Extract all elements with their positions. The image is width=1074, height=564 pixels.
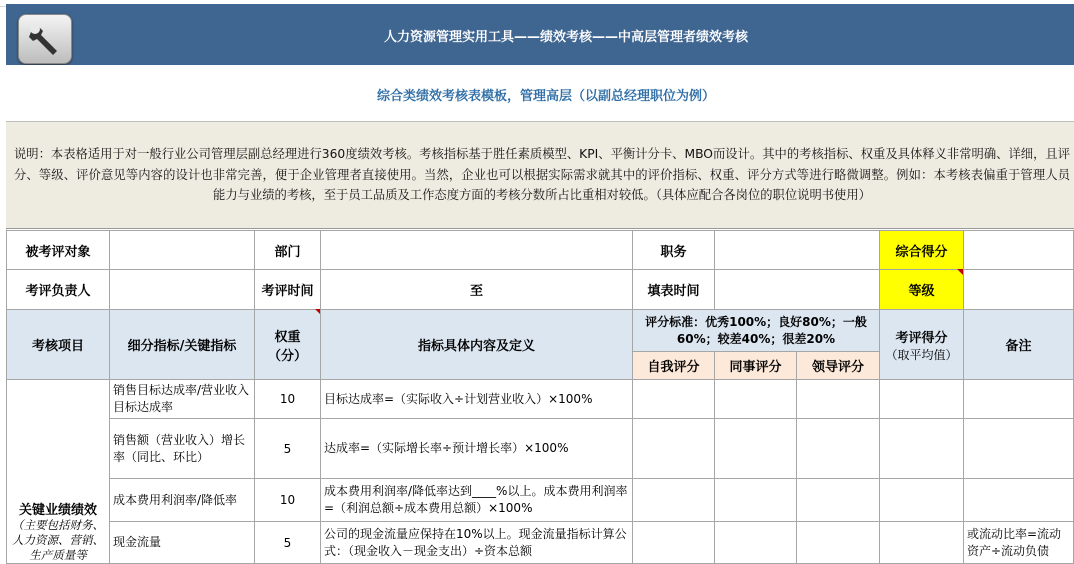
row-indicator: 成本费用利润率/降低率 <box>109 478 255 522</box>
self-score-input[interactable] <box>632 521 715 564</box>
leader-score-input[interactable] <box>796 379 880 419</box>
row-definition: 公司的现金流量应保持在10%以上。现金流量指标计算公式：（现金收入－现金支出）÷资本总额 <box>320 521 633 564</box>
description-text: 说明：本表格适用于对一般行业公司管理层副总经理进行360度绩效考核。考核指标基于胜任素质模型、KPI、平衡计分卡、MBO而设计。其中的考核指标、权重及具体释义非常明确、详细，且评分、等级、评价意见等内容的设计也非常完善，便于企业管理者直接使用。当然，企业也可以根据实际需求就其中的评价指标、权重、评分方式等进行略微调整。例如：本考核表偏重于管理人员能力与业绩的考核，至于员工品质及工作态度方面的考核分数所占比重相对较低。（具体应配合各岗位的职位说明书使用） <box>14 147 1070 202</box>
row-weight: 5 <box>254 521 321 564</box>
header-score-sub: （取平均值） <box>885 347 958 362</box>
header-peer: 同事评分 <box>714 351 797 380</box>
row-weight: 10 <box>254 379 321 419</box>
header-definition: 指标具体内容及定义 <box>320 309 633 380</box>
row-indicator: 销售目标达成率/营业收入目标达成率 <box>109 379 255 419</box>
header-standard: 评分标准：优秀100%；良好80%；一般60%；较差40%；很差20% <box>632 309 880 352</box>
banner-title: 人力资源管理实用工具——绩效考核——中高层管理者绩效考核 <box>383 30 748 45</box>
category-note: （主要包括财务、人力资源、营销、生产质量等 <box>12 518 104 562</box>
header-remark: 备注 <box>963 309 1074 380</box>
header-score-title: 考评得分 <box>895 330 948 346</box>
reviewer-label: 考评负责人 <box>6 269 110 310</box>
post-input[interactable] <box>714 230 880 270</box>
score-input[interactable] <box>879 521 964 564</box>
reviewer-input[interactable] <box>109 269 255 310</box>
score-input[interactable] <box>879 418 964 479</box>
header-indicator: 细分指标/关键指标 <box>109 309 255 380</box>
category-title: 关键业绩绩效 <box>18 503 97 518</box>
row-definition: 达成率=（实际增长率÷预计增长率）×100% <box>320 418 633 479</box>
row-definition: 成本费用利润率/降低率达到____%以上。成本费用利润率=（利润总额÷成本费用总额）×100% <box>320 478 633 522</box>
grade-label: 等级 <box>879 269 964 310</box>
row-indicator: 现金流量 <box>109 521 255 564</box>
leader-score-input[interactable] <box>796 521 880 564</box>
wrench-icon[interactable] <box>18 14 72 64</box>
fill-time-label: 填表时间 <box>632 269 715 310</box>
remark-input[interactable] <box>963 478 1074 522</box>
comment-marker <box>957 269 963 275</box>
header-weight: 权重（分） <box>254 309 321 380</box>
self-score-input[interactable] <box>632 478 715 522</box>
self-score-input[interactable] <box>632 418 715 479</box>
peer-score-input[interactable] <box>714 379 797 419</box>
category-cell <box>6 379 110 564</box>
remark-input[interactable]: 或流动比率=流动资产÷流动负债 <box>963 521 1074 564</box>
review-period-input[interactable]: 至 <box>320 269 633 310</box>
header-score <box>879 309 964 380</box>
description-panel <box>6 122 1074 229</box>
subtitle-row <box>6 65 1074 122</box>
remark-input[interactable] <box>963 418 1074 479</box>
self-score-input[interactable] <box>632 379 715 419</box>
peer-score-input[interactable] <box>714 521 797 564</box>
grade-input[interactable] <box>963 269 1074 310</box>
total-score-input[interactable] <box>963 230 1074 270</box>
header-leader: 领导评分 <box>796 351 880 380</box>
remark-input[interactable] <box>963 379 1074 419</box>
row-weight: 10 <box>254 478 321 522</box>
target-input[interactable] <box>109 230 255 270</box>
peer-score-input[interactable] <box>714 418 797 479</box>
row-definition: 目标达成率=（实际收入÷计划营业收入）×100% <box>320 379 633 419</box>
header-item: 考核项目 <box>6 309 110 380</box>
form-subtitle: 综合类绩效考核表模板，管理高层（以副总经理职位为例） <box>376 89 715 104</box>
dept-label: 部门 <box>254 230 321 270</box>
dept-input[interactable] <box>320 230 633 270</box>
leader-score-input[interactable] <box>796 478 880 522</box>
row-indicator: 销售额（营业收入）增长率（同比、环比） <box>109 418 255 479</box>
review-time-label: 考评时间 <box>254 269 321 310</box>
target-label: 被考评对象 <box>6 230 110 270</box>
score-input[interactable] <box>879 379 964 419</box>
peer-score-input[interactable] <box>714 478 797 522</box>
leader-score-input[interactable] <box>796 418 880 479</box>
score-input[interactable] <box>879 478 964 522</box>
header-self: 自我评分 <box>632 351 715 380</box>
total-score-label: 综合得分 <box>879 230 964 270</box>
title-banner <box>6 4 1074 65</box>
post-label: 职务 <box>632 230 715 270</box>
row-weight: 5 <box>254 418 321 479</box>
fill-time-input[interactable] <box>714 269 880 310</box>
